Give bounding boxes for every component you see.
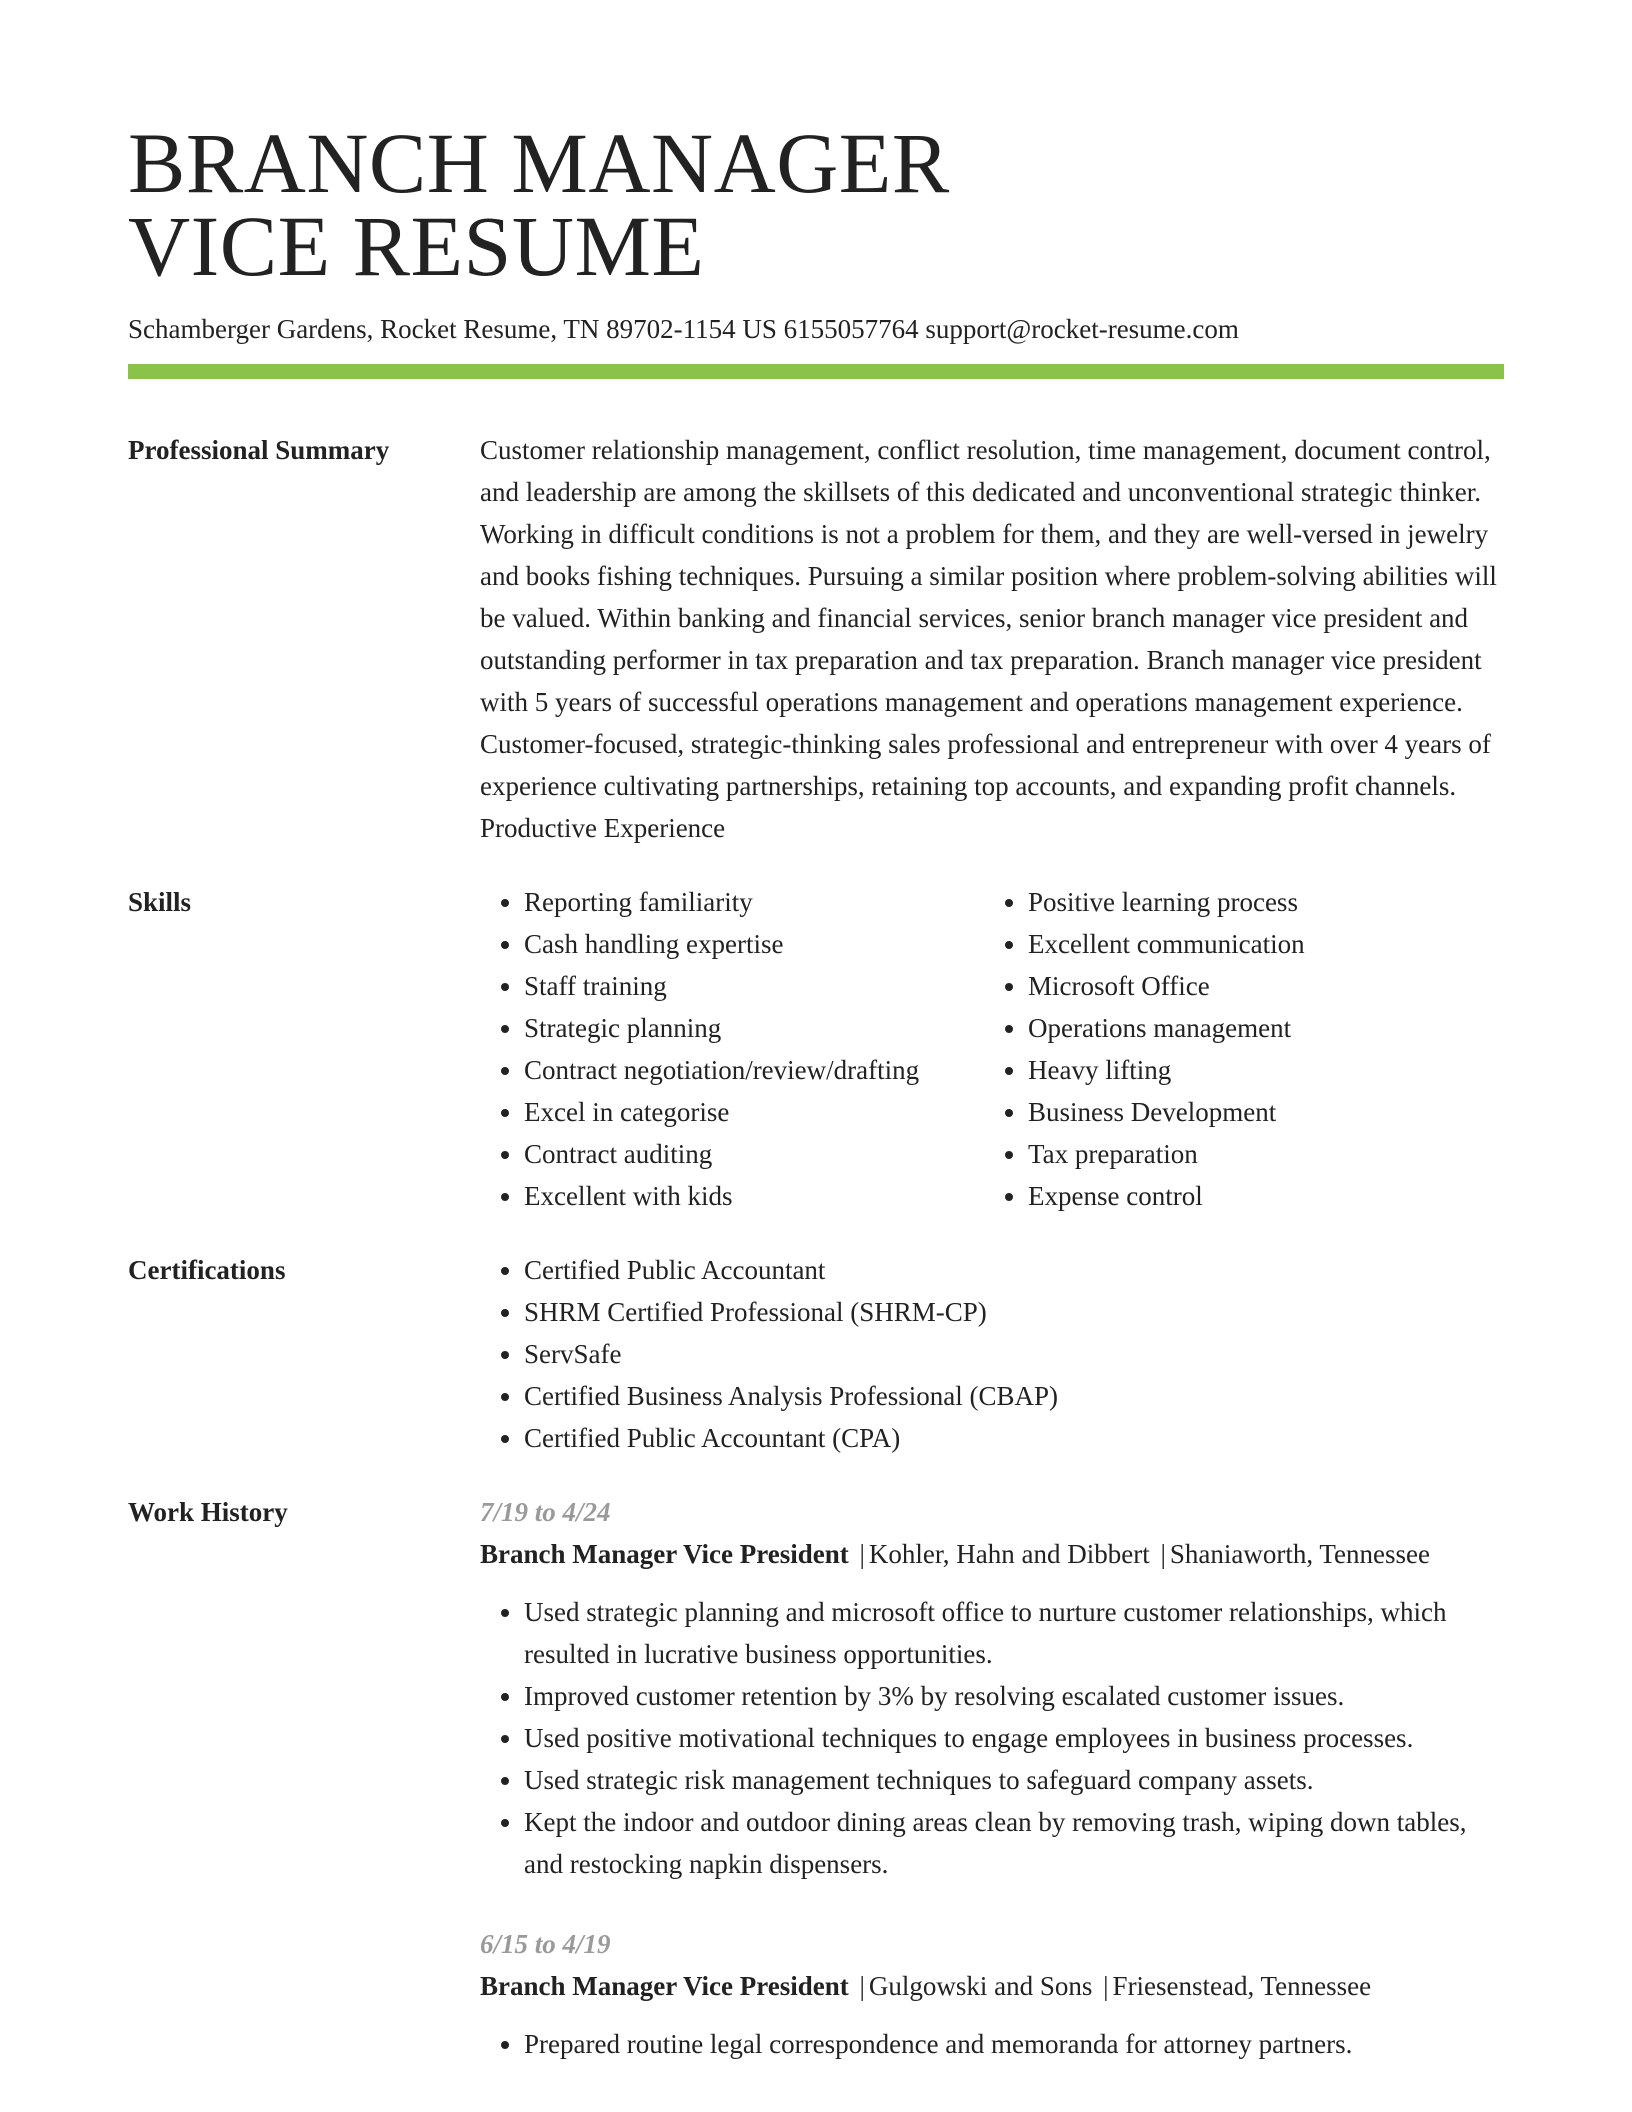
- list-item: • Used strategic risk management techniques to safeguard company assets.: [524, 1759, 1504, 1801]
- list-item: • Reporting familiarity: [524, 881, 984, 923]
- section-label: Work History: [128, 1497, 288, 1527]
- job-entry: [480, 1923, 1504, 2065]
- certifications-section: [128, 1249, 1504, 1459]
- list-item: • Positive learning process: [1028, 881, 1504, 923]
- skills-section: [128, 881, 1504, 1217]
- list-item: • ServSafe: [524, 1333, 1504, 1375]
- list-item: • Staff training: [524, 965, 984, 1007]
- list-item: • Improved customer retention by 3% by resolving escalated customer issues.: [524, 1675, 1504, 1717]
- section-label: Skills: [128, 887, 192, 917]
- title-line-1: BRANCH MANAGER: [128, 115, 950, 211]
- job-title: Branch Manager Vice President: [480, 1971, 849, 2001]
- skills-list-right: [984, 881, 1504, 1217]
- list-item: • Microsoft Office: [1028, 965, 1504, 1007]
- list-item: • Strategic planning: [524, 1007, 984, 1049]
- professional-summary-section: [128, 429, 1504, 849]
- list-item: • Heavy lifting: [1028, 1049, 1504, 1091]
- accent-divider: [128, 364, 1504, 379]
- list-item: • Tax preparation: [1028, 1133, 1504, 1175]
- section-label: Certifications: [128, 1255, 286, 1285]
- list-item: • Certified Business Analysis Professional (CBAP): [524, 1375, 1504, 1417]
- separator: |: [859, 1539, 865, 1569]
- job-entry: [480, 1491, 1504, 1885]
- job-bullets: [480, 1591, 1504, 1885]
- list-item: • SHRM Certified Professional (SHRM-CP): [524, 1291, 1504, 1333]
- separator: |: [1160, 1539, 1166, 1569]
- list-item: • Used strategic planning and microsoft office to nurture customer relationships, which resulted in lucrative business opportunities.: [524, 1591, 1504, 1675]
- job-company: Gulgowski and Sons: [868, 1971, 1093, 2001]
- job-company: Kohler, Hahn and Dibbert: [868, 1539, 1150, 1569]
- list-item: • Contract auditing: [524, 1133, 984, 1175]
- list-item: • Used positive motivational techniques to engage employees in business processes.: [524, 1717, 1504, 1759]
- list-item: • Business Development: [1028, 1091, 1504, 1133]
- job-dates: 7/19 to 4/24: [480, 1497, 611, 1527]
- job-heading: [480, 1533, 1504, 1575]
- list-item: • Prepared routine legal correspondence and memoranda for attorney partners.: [524, 2023, 1504, 2065]
- contact-line: Schamberger Gardens, Rocket Resume, TN 89702-1154 US 6155057764 support@rocket-resume.com: [128, 314, 1239, 344]
- title-line-2: VICE RESUME: [128, 198, 705, 294]
- list-item: • Contract negotiation/review/drafting: [524, 1049, 984, 1091]
- list-item: • Excellent with kids: [524, 1175, 984, 1217]
- job-bullets: [480, 2023, 1504, 2065]
- work-history-section: [128, 1491, 1504, 2103]
- list-item: • Certified Public Accountant: [524, 1249, 1504, 1291]
- separator: |: [859, 1971, 865, 2001]
- list-item: • Certified Public Accountant (CPA): [524, 1417, 1504, 1459]
- list-item: • Operations management: [1028, 1007, 1504, 1049]
- list-item: • Excel in categorise: [524, 1091, 984, 1133]
- list-item: • Cash handling expertise: [524, 923, 984, 965]
- separator: |: [1103, 1971, 1109, 2001]
- resume-page: [128, 0, 1504, 2103]
- job-location: Shaniaworth, Tennessee: [1169, 1539, 1430, 1569]
- section-label: Professional Summary: [128, 435, 390, 465]
- resume-title: [128, 0, 1504, 294]
- list-item: • Expense control: [1028, 1175, 1504, 1217]
- skills-list-left: [480, 881, 984, 1217]
- certifications-list: [480, 1249, 1504, 1459]
- list-item: • Kept the indoor and outdoor dining areas clean by removing trash, wiping down tables, and restocking napkin dispensers.: [524, 1801, 1504, 1885]
- list-item: • Excellent communication: [1028, 923, 1504, 965]
- job-heading: [480, 1965, 1504, 2007]
- job-title: Branch Manager Vice President: [480, 1539, 849, 1569]
- summary-text: Customer relationship management, conflict resolution, time management, document control, and leadership are among the skillsets of this dedicated and unconventional strategic thinker. Working in difficult conditions is not a problem for them, and they are well-versed in jewelry and books fishing techniques. Pursuing a similar position where problem-solving abilities will be valued. Within banking and financial services, senior branch manager vice president and outstanding performer in tax preparation and tax preparation. Branch manager vice president with 5 years of successful operations management and operations management experience. Customer-focused, strategic-thinking sales professional and entrepreneur with over 4 years of experience cultivating partnerships, retaining top accounts, and expanding profit channels. Productive Experience: [480, 435, 1497, 843]
- job-location: Friesenstead, Tennessee: [1112, 1971, 1372, 2001]
- job-dates: 6/15 to 4/19: [480, 1929, 611, 1959]
